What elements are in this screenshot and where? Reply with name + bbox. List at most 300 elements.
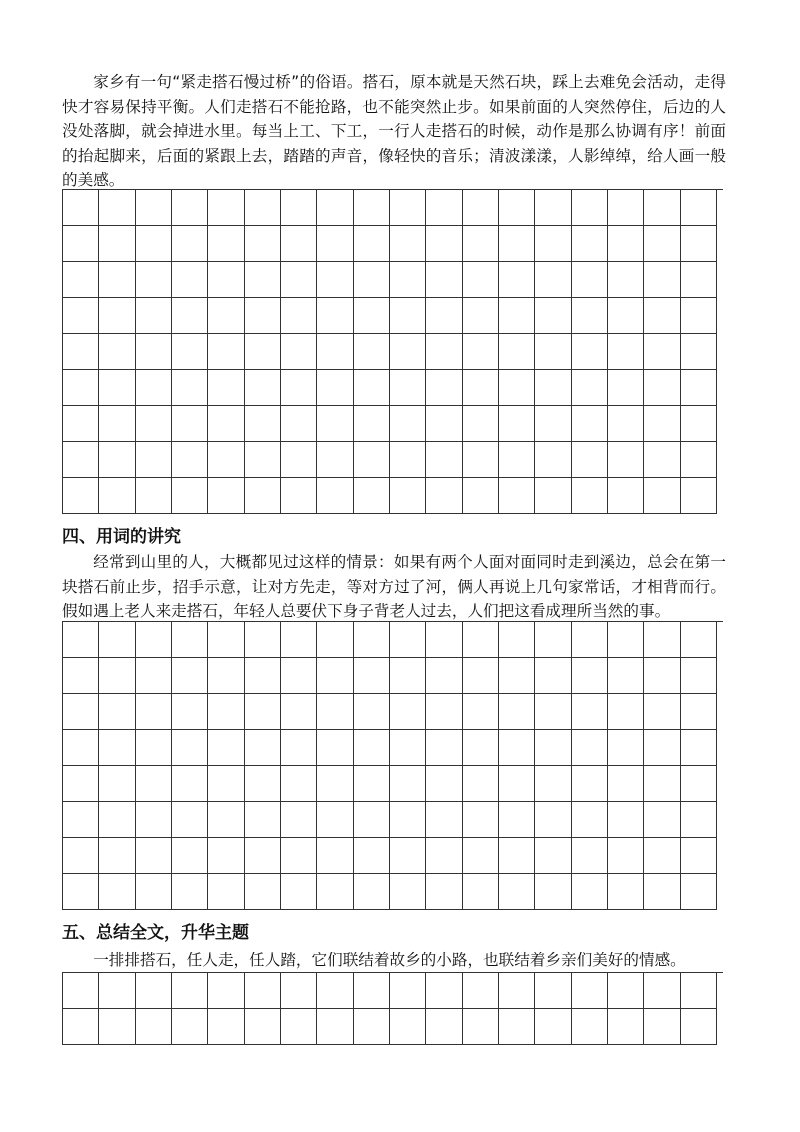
grid-cell[interactable] — [390, 730, 426, 766]
grid-cell[interactable] — [172, 478, 208, 514]
grid-cell[interactable] — [208, 622, 244, 658]
grid-cell[interactable] — [63, 838, 99, 874]
grid-cell[interactable] — [535, 370, 571, 406]
grid-cell[interactable] — [317, 370, 353, 406]
grid-cell[interactable] — [681, 1009, 717, 1045]
grid-cell[interactable] — [317, 658, 353, 694]
grid-cell[interactable] — [245, 766, 281, 802]
grid-cell[interactable] — [317, 694, 353, 730]
grid-cell[interactable] — [245, 730, 281, 766]
grid-cell[interactable] — [499, 298, 535, 334]
grid-cell[interactable] — [281, 442, 317, 478]
grid-cell[interactable] — [99, 766, 135, 802]
grid-cell[interactable] — [172, 262, 208, 298]
grid-cell[interactable] — [317, 1009, 353, 1045]
grid-cell[interactable] — [136, 334, 172, 370]
grid-cell[interactable] — [463, 730, 499, 766]
grid-cell[interactable] — [317, 262, 353, 298]
grid-cell[interactable] — [354, 406, 390, 442]
grid-cell[interactable] — [281, 478, 317, 514]
grid-cell[interactable] — [99, 622, 135, 658]
grid-cell[interactable] — [572, 442, 608, 478]
grid-cell[interactable] — [317, 973, 353, 1009]
grid-cell[interactable] — [172, 406, 208, 442]
grid-cell[interactable] — [281, 262, 317, 298]
grid-cell[interactable] — [681, 730, 717, 766]
grid-cell[interactable] — [281, 406, 317, 442]
grid-cell[interactable] — [172, 334, 208, 370]
grid-cell[interactable] — [281, 190, 317, 226]
grid-cell[interactable] — [172, 1009, 208, 1045]
grid-cell[interactable] — [499, 262, 535, 298]
grid-cell[interactable] — [572, 406, 608, 442]
grid-cell[interactable] — [681, 226, 717, 262]
grid-cell[interactable] — [535, 694, 571, 730]
grid-cell[interactable] — [426, 1009, 462, 1045]
grid-cell[interactable] — [136, 442, 172, 478]
grid-cell[interactable] — [572, 730, 608, 766]
grid-cell[interactable] — [317, 406, 353, 442]
grid-cell[interactable] — [463, 874, 499, 910]
grid-cell[interactable] — [99, 334, 135, 370]
grid-cell[interactable] — [463, 262, 499, 298]
grid-cell[interactable] — [208, 190, 244, 226]
grid-cell[interactable] — [572, 370, 608, 406]
grid-cell[interactable] — [572, 226, 608, 262]
grid-cell[interactable] — [317, 298, 353, 334]
grid-cell[interactable] — [499, 442, 535, 478]
grid-cell[interactable] — [608, 262, 644, 298]
grid-cell[interactable] — [208, 1009, 244, 1045]
grid-cell[interactable] — [63, 262, 99, 298]
grid-cell[interactable] — [245, 874, 281, 910]
grid-cell[interactable] — [572, 1009, 608, 1045]
grid-cell[interactable] — [63, 622, 99, 658]
grid-cell[interactable] — [572, 478, 608, 514]
grid-cell[interactable] — [354, 766, 390, 802]
grid-cell[interactable] — [354, 874, 390, 910]
grid-cell[interactable] — [208, 478, 244, 514]
grid-cell[interactable] — [208, 973, 244, 1009]
grid-cell[interactable] — [354, 730, 390, 766]
grid-cell[interactable] — [99, 262, 135, 298]
grid-cell[interactable] — [390, 658, 426, 694]
grid-cell[interactable] — [317, 478, 353, 514]
grid-cell[interactable] — [172, 973, 208, 1009]
grid-cell[interactable] — [681, 658, 717, 694]
grid-cell[interactable] — [499, 730, 535, 766]
grid-cell[interactable] — [535, 442, 571, 478]
grid-cell[interactable] — [317, 226, 353, 262]
grid-cell[interactable] — [644, 874, 680, 910]
grid-cell[interactable] — [208, 298, 244, 334]
grid-cell[interactable] — [499, 802, 535, 838]
grid-cell[interactable] — [317, 766, 353, 802]
grid-cell[interactable] — [681, 766, 717, 802]
grid-cell[interactable] — [499, 370, 535, 406]
grid-cell[interactable] — [172, 298, 208, 334]
grid-cell[interactable] — [317, 622, 353, 658]
grid-cell[interactable] — [136, 874, 172, 910]
grid-cell[interactable] — [426, 766, 462, 802]
grid-cell[interactable] — [208, 658, 244, 694]
grid-cell[interactable] — [644, 838, 680, 874]
grid-cell[interactable] — [572, 262, 608, 298]
grid-cell[interactable] — [535, 298, 571, 334]
grid-cell[interactable] — [681, 442, 717, 478]
grid-cell[interactable] — [499, 766, 535, 802]
grid-cell[interactable] — [499, 622, 535, 658]
grid-cell[interactable] — [608, 190, 644, 226]
grid-cell[interactable] — [463, 802, 499, 838]
grid-cell[interactable] — [681, 190, 717, 226]
grid-cell[interactable] — [426, 730, 462, 766]
grid-cell[interactable] — [644, 298, 680, 334]
grid-cell[interactable] — [99, 838, 135, 874]
grid-cell[interactable] — [390, 1009, 426, 1045]
grid-cell[interactable] — [317, 442, 353, 478]
grid-cell[interactable] — [208, 694, 244, 730]
grid-cell[interactable] — [390, 442, 426, 478]
grid-cell[interactable] — [644, 694, 680, 730]
grid-cell[interactable] — [426, 406, 462, 442]
grid-cell[interactable] — [354, 478, 390, 514]
grid-cell[interactable] — [608, 874, 644, 910]
grid-cell[interactable] — [390, 406, 426, 442]
grid-cell[interactable] — [499, 874, 535, 910]
grid-cell[interactable] — [535, 262, 571, 298]
grid-cell[interactable] — [535, 406, 571, 442]
grid-cell[interactable] — [572, 802, 608, 838]
grid-cell[interactable] — [390, 622, 426, 658]
grid-cell[interactable] — [354, 334, 390, 370]
grid-cell[interactable] — [426, 838, 462, 874]
grid-cell[interactable] — [245, 622, 281, 658]
grid-cell[interactable] — [608, 694, 644, 730]
grid-cell[interactable] — [572, 766, 608, 802]
grid-cell[interactable] — [281, 334, 317, 370]
grid-cell[interactable] — [499, 478, 535, 514]
grid-cell[interactable] — [281, 226, 317, 262]
grid-cell[interactable] — [499, 838, 535, 874]
grid-cell[interactable] — [281, 766, 317, 802]
grid-cell[interactable] — [136, 658, 172, 694]
grid-cell[interactable] — [245, 658, 281, 694]
grid-cell[interactable] — [136, 226, 172, 262]
grid-cell[interactable] — [208, 442, 244, 478]
grid-cell[interactable] — [208, 874, 244, 910]
grid-cell[interactable] — [608, 298, 644, 334]
grid-cell[interactable] — [535, 730, 571, 766]
grid-cell[interactable] — [390, 838, 426, 874]
grid-cell[interactable] — [681, 298, 717, 334]
grid-cell[interactable] — [644, 658, 680, 694]
grid-cell[interactable] — [426, 874, 462, 910]
grid-cell[interactable] — [463, 973, 499, 1009]
grid-cell[interactable] — [644, 766, 680, 802]
grid-cell[interactable] — [63, 874, 99, 910]
grid-cell[interactable] — [681, 622, 717, 658]
grid-cell[interactable] — [99, 973, 135, 1009]
grid-cell[interactable] — [317, 874, 353, 910]
grid-cell[interactable] — [644, 370, 680, 406]
grid-cell[interactable] — [63, 298, 99, 334]
grid-cell[interactable] — [63, 766, 99, 802]
grid-cell[interactable] — [63, 1009, 99, 1045]
grid-cell[interactable] — [281, 622, 317, 658]
grid-cell[interactable] — [208, 406, 244, 442]
grid-cell[interactable] — [426, 478, 462, 514]
grid-cell[interactable] — [354, 1009, 390, 1045]
grid-cell[interactable] — [172, 622, 208, 658]
grid-cell[interactable] — [281, 298, 317, 334]
grid-cell[interactable] — [208, 226, 244, 262]
grid-cell[interactable] — [281, 838, 317, 874]
grid-cell[interactable] — [354, 802, 390, 838]
grid-cell[interactable] — [317, 334, 353, 370]
grid-cell[interactable] — [281, 694, 317, 730]
grid-cell[interactable] — [136, 694, 172, 730]
grid-cell[interactable] — [317, 802, 353, 838]
grid-cell[interactable] — [317, 838, 353, 874]
grid-cell[interactable] — [281, 730, 317, 766]
grid-cell[interactable] — [499, 226, 535, 262]
grid-cell[interactable] — [499, 406, 535, 442]
grid-cell[interactable] — [572, 973, 608, 1009]
grid-cell[interactable] — [681, 370, 717, 406]
grid-cell[interactable] — [354, 262, 390, 298]
grid-cell[interactable] — [499, 973, 535, 1009]
grid-cell[interactable] — [136, 298, 172, 334]
grid-cell[interactable] — [390, 478, 426, 514]
grid-cell[interactable] — [608, 973, 644, 1009]
grid-cell[interactable] — [499, 1009, 535, 1045]
grid-cell[interactable] — [644, 478, 680, 514]
grid-cell[interactable] — [608, 622, 644, 658]
grid-cell[interactable] — [208, 838, 244, 874]
grid-cell[interactable] — [63, 370, 99, 406]
grid-cell[interactable] — [245, 478, 281, 514]
grid-cell[interactable] — [245, 694, 281, 730]
grid-cell[interactable] — [172, 730, 208, 766]
grid-cell[interactable] — [426, 622, 462, 658]
grid-cell[interactable] — [644, 226, 680, 262]
grid-cell[interactable] — [608, 802, 644, 838]
grid-cell[interactable] — [463, 694, 499, 730]
grid-cell[interactable] — [136, 622, 172, 658]
grid-cell[interactable] — [172, 226, 208, 262]
grid-cell[interactable] — [136, 190, 172, 226]
grid-cell[interactable] — [281, 1009, 317, 1045]
grid-cell[interactable] — [463, 1009, 499, 1045]
grid-cell[interactable] — [281, 973, 317, 1009]
grid-cell[interactable] — [245, 802, 281, 838]
grid-cell[interactable] — [608, 1009, 644, 1045]
grid-cell[interactable] — [572, 838, 608, 874]
grid-cell[interactable] — [208, 766, 244, 802]
grid-cell[interactable] — [245, 334, 281, 370]
grid-cell[interactable] — [426, 262, 462, 298]
grid-cell[interactable] — [644, 262, 680, 298]
grid-cell[interactable] — [426, 370, 462, 406]
grid-cell[interactable] — [63, 334, 99, 370]
grid-cell[interactable] — [99, 730, 135, 766]
grid-cell[interactable] — [463, 838, 499, 874]
grid-cell[interactable] — [99, 658, 135, 694]
grid-cell[interactable] — [354, 370, 390, 406]
grid-cell[interactable] — [572, 874, 608, 910]
grid-cell[interactable] — [354, 226, 390, 262]
grid-cell[interactable] — [136, 1009, 172, 1045]
grid-cell[interactable] — [463, 478, 499, 514]
grid-cell[interactable] — [390, 874, 426, 910]
grid-cell[interactable] — [390, 334, 426, 370]
grid-cell[interactable] — [245, 442, 281, 478]
grid-cell[interactable] — [172, 694, 208, 730]
grid-cell[interactable] — [99, 1009, 135, 1045]
grid-cell[interactable] — [426, 226, 462, 262]
grid-cell[interactable] — [426, 190, 462, 226]
grid-cell[interactable] — [245, 262, 281, 298]
grid-cell[interactable] — [608, 442, 644, 478]
grid-cell[interactable] — [281, 874, 317, 910]
grid-cell[interactable] — [63, 658, 99, 694]
grid-cell[interactable] — [681, 478, 717, 514]
grid-cell[interactable] — [63, 802, 99, 838]
grid-cell[interactable] — [535, 1009, 571, 1045]
grid-cell[interactable] — [245, 298, 281, 334]
grid-cell[interactable] — [499, 190, 535, 226]
grid-cell[interactable] — [535, 766, 571, 802]
grid-cell[interactable] — [245, 226, 281, 262]
grid-cell[interactable] — [99, 694, 135, 730]
grid-cell[interactable] — [572, 334, 608, 370]
grid-cell[interactable] — [136, 766, 172, 802]
grid-cell[interactable] — [572, 298, 608, 334]
grid-cell[interactable] — [535, 874, 571, 910]
grid-cell[interactable] — [463, 334, 499, 370]
grid-cell[interactable] — [172, 370, 208, 406]
grid-cell[interactable] — [463, 406, 499, 442]
grid-cell[interactable] — [136, 370, 172, 406]
grid-cell[interactable] — [354, 694, 390, 730]
grid-cell[interactable] — [63, 442, 99, 478]
grid-cell[interactable] — [463, 226, 499, 262]
grid-cell[interactable] — [317, 730, 353, 766]
grid-cell[interactable] — [63, 406, 99, 442]
grid-cell[interactable] — [245, 406, 281, 442]
grid-cell[interactable] — [535, 190, 571, 226]
grid-cell[interactable] — [172, 190, 208, 226]
grid-cell[interactable] — [681, 262, 717, 298]
grid-cell[interactable] — [172, 838, 208, 874]
grid-cell[interactable] — [535, 226, 571, 262]
grid-cell[interactable] — [426, 694, 462, 730]
grid-cell[interactable] — [644, 1009, 680, 1045]
grid-cell[interactable] — [136, 973, 172, 1009]
grid-cell[interactable] — [535, 478, 571, 514]
grid-cell[interactable] — [608, 370, 644, 406]
grid-cell[interactable] — [572, 694, 608, 730]
grid-cell[interactable] — [63, 730, 99, 766]
grid-cell[interactable] — [245, 1009, 281, 1045]
grid-cell[interactable] — [608, 478, 644, 514]
grid-cell[interactable] — [281, 658, 317, 694]
grid-cell[interactable] — [681, 406, 717, 442]
grid-cell[interactable] — [354, 190, 390, 226]
grid-cell[interactable] — [426, 802, 462, 838]
grid-cell[interactable] — [390, 190, 426, 226]
grid-cell[interactable] — [426, 334, 462, 370]
grid-cell[interactable] — [63, 694, 99, 730]
grid-cell[interactable] — [354, 838, 390, 874]
grid-cell[interactable] — [463, 658, 499, 694]
grid-cell[interactable] — [136, 406, 172, 442]
grid-cell[interactable] — [172, 766, 208, 802]
grid-cell[interactable] — [99, 226, 135, 262]
grid-cell[interactable] — [208, 262, 244, 298]
grid-cell[interactable] — [644, 334, 680, 370]
grid-cell[interactable] — [390, 802, 426, 838]
grid-cell[interactable] — [63, 973, 99, 1009]
grid-cell[interactable] — [426, 298, 462, 334]
grid-cell[interactable] — [136, 730, 172, 766]
grid-cell[interactable] — [63, 190, 99, 226]
grid-cell[interactable] — [172, 658, 208, 694]
grid-cell[interactable] — [535, 622, 571, 658]
grid-cell[interactable] — [208, 730, 244, 766]
grid-cell[interactable] — [136, 802, 172, 838]
grid-cell[interactable] — [463, 622, 499, 658]
grid-cell[interactable] — [390, 766, 426, 802]
grid-cell[interactable] — [644, 406, 680, 442]
grid-cell[interactable] — [354, 298, 390, 334]
grid-cell[interactable] — [681, 838, 717, 874]
grid-cell[interactable] — [281, 370, 317, 406]
grid-cell[interactable] — [172, 442, 208, 478]
grid-cell[interactable] — [208, 802, 244, 838]
grid-cell[interactable] — [535, 802, 571, 838]
grid-cell[interactable] — [572, 622, 608, 658]
grid-cell[interactable] — [426, 973, 462, 1009]
grid-cell[interactable] — [245, 370, 281, 406]
grid-cell[interactable] — [136, 478, 172, 514]
grid-cell[interactable] — [245, 838, 281, 874]
grid-cell[interactable] — [354, 442, 390, 478]
grid-cell[interactable] — [608, 838, 644, 874]
grid-cell[interactable] — [99, 406, 135, 442]
grid-cell[interactable] — [245, 973, 281, 1009]
grid-cell[interactable] — [208, 370, 244, 406]
grid-cell[interactable] — [99, 190, 135, 226]
grid-cell[interactable] — [99, 478, 135, 514]
grid-cell[interactable] — [390, 226, 426, 262]
grid-cell[interactable] — [644, 442, 680, 478]
grid-cell[interactable] — [499, 694, 535, 730]
grid-cell[interactable] — [681, 694, 717, 730]
grid-cell[interactable] — [644, 802, 680, 838]
grid-cell[interactable] — [317, 190, 353, 226]
grid-cell[interactable] — [535, 973, 571, 1009]
grid-cell[interactable] — [99, 442, 135, 478]
grid-cell[interactable] — [390, 694, 426, 730]
grid-cell[interactable] — [245, 190, 281, 226]
grid-cell[interactable] — [681, 802, 717, 838]
grid-cell[interactable] — [136, 262, 172, 298]
grid-cell[interactable] — [644, 622, 680, 658]
grid-cell[interactable] — [136, 838, 172, 874]
grid-cell[interactable] — [608, 766, 644, 802]
